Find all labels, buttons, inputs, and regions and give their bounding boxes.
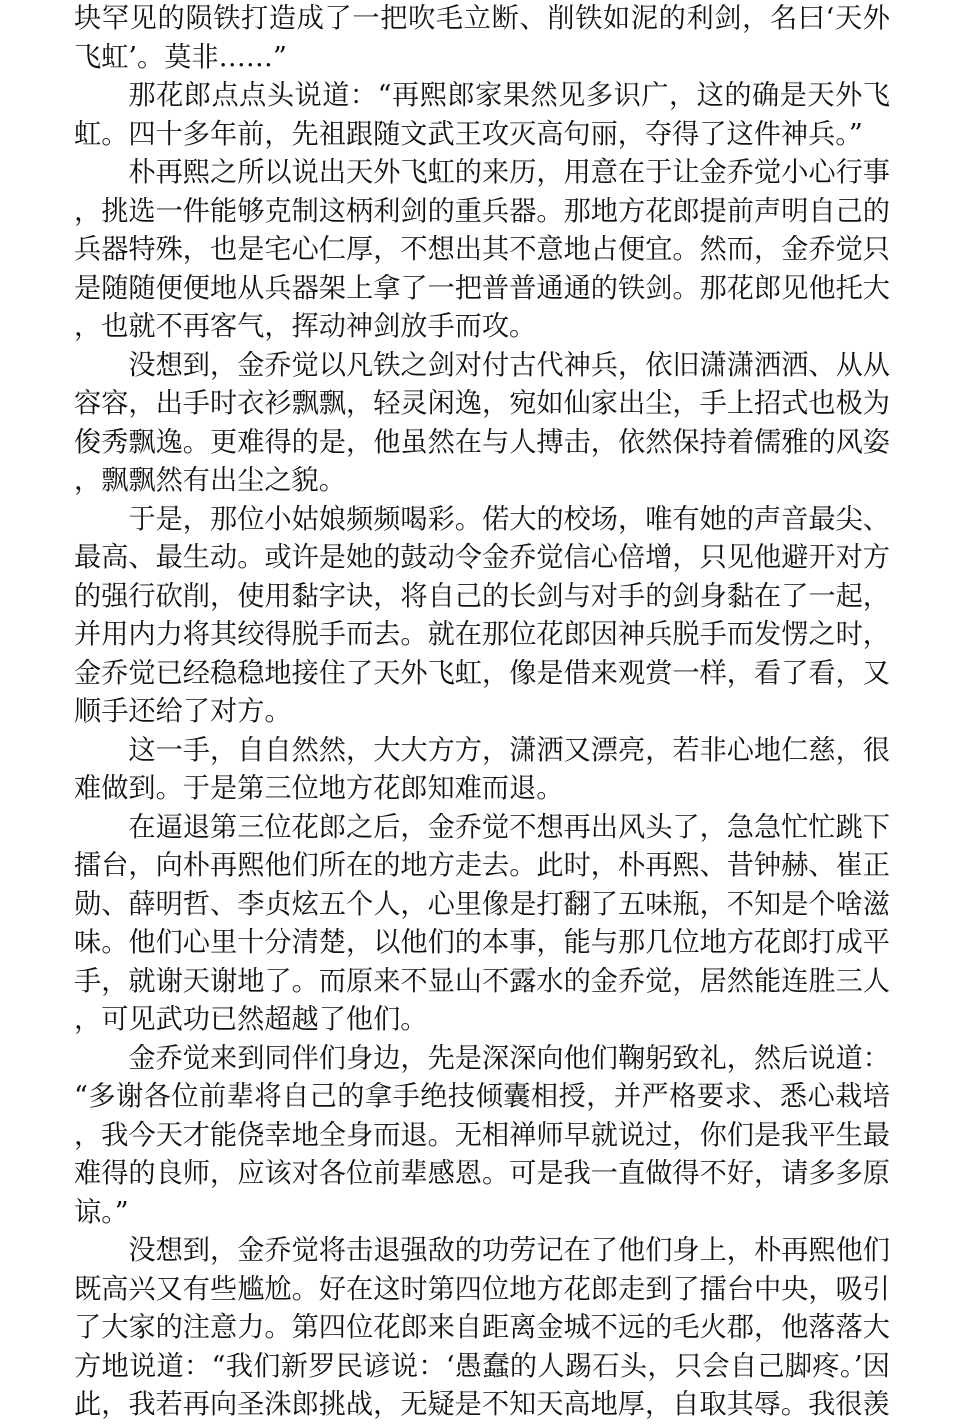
paragraph-1: 块罕见的陨铁打造成了一把吹毛立断、削铁如泥的利剑，名曰‘天外飞虹’。莫非……” <box>74 3 890 73</box>
paragraph-7: 在逼退第三位花郎之后，金乔觉不想再出风头了，急急忙忙跳下擂台，向朴再熙他们所在的地方走去。此时，朴再熙、昔钟赫、崔正勋、薛明哲、李贞炫五个人，心里像是打翻了五味瓶，不知是个啥滋味。他们心里十分清楚，以他们的本事，能与那几位地方花郎打成平手，就谢天谢地了。而原来不显山不露水的金乔觉，居然能连胜三人，可见武功已然超越了他们。 <box>74 811 890 1035</box>
paragraph-2: 那花郎点点头说道：“再熙郎家果然见多识广，这的确是天外飞虹。四十多年前，先祖跟随文武王攻灭高句丽，夺得了这件神兵。” <box>74 80 890 150</box>
paragraph-8: 金乔觉来到同伴们身边，先是深深向他们鞠躬致礼，然后说道：“多谢各位前辈将自己的拿手绝技倾囊相授，并严格要求、悉心栽培，我今天才能侥幸地全身而退。无相禅师早就说过，你们是我平生最难得的良师，应该对各位前辈感恩。可是我一直做得不好，请多多原谅。” <box>74 1042 890 1228</box>
paragraph-6: 这一手，自自然然，大大方方，潇洒又漂亮，若非心地仁慈，很难做到。于是第三位地方花郎知难而退。 <box>74 734 890 804</box>
paragraph-3: 朴再熙之所以说出天外飞虹的来历，用意在于让金乔觉小心行事，挑选一件能够克制这柄利剑的重兵器。那地方花郎提前声明自己的兵器特殊，也是宅心仁厚，不想出其不意地占便宜。然而，金乔觉只是随随便便地从兵器架上拿了一把普普通通的铁剑。那花郎见他托大，也就不再客气，挥动神剑放手而攻。 <box>74 157 890 342</box>
paragraph-4: 没想到，金乔觉以凡铁之剑对付古代神兵，依旧潇潇洒洒、从从容容，出手时衣衫飘飘，轻灵闲逸，宛如仙家出尘，手上招式也极为俊秀飘逸。更难得的是，他虽然在与人搏击，依然保持着儒雅的风姿，飘飘然有出尘之貌。 <box>74 349 890 496</box>
document-page <box>74 0 890 1425</box>
paragraph-9: 没想到，金乔觉将击退强敌的功劳记在了他们身上，朴再熙他们既高兴又有些尴尬。好在这时第四位地方花郎走到了擂台中央，吸引了大家的注意力。第四位花郎来自距离金城不远的毛火郡，他落落大方地说道：“我们新罗民谚说：‘愚蠢的人踢石头，只会自己脚疼。’因此，我若再向圣洙郎挑战，无疑是不知天高地厚，自取其辱。我很羡 <box>74 1235 890 1420</box>
paragraph-5: 于是，那位小姑娘频频喝彩。偌大的校场，唯有她的声音最尖、最高、最生动。或许是她的鼓动令金乔觉信心倍增，只见他避开对方的强行砍削，使用黏字诀，将自己的长剑与对手的剑身黏在了一起，并用内力将其绞得脱手而去。就在那位花郎因神兵脱手而发愣之时，金乔觉已经稳稳地接住了天外飞虹，像是借来观赏一样，看了看，又顺手还给了对方。 <box>74 503 890 727</box>
